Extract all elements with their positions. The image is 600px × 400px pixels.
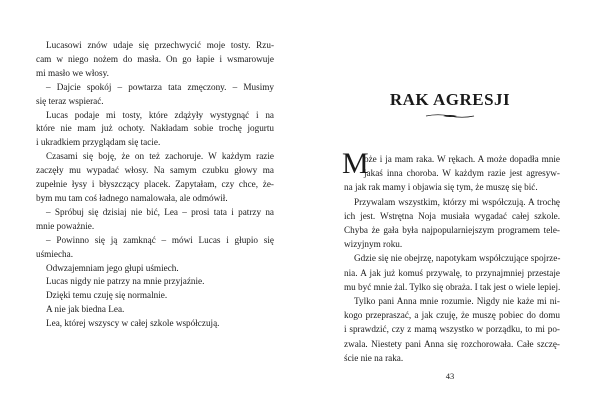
text-line: oże i ja mam raka. W rękach. A może dopadła mnie [364, 154, 560, 164]
text-line: się teraz wspierać. [36, 95, 104, 106]
text-line: – Dajcie spokój – powtarza tata zmęczony. – Musimy [46, 81, 274, 92]
text-line: Lea, której wszyscy w całej szkole współczują. [46, 318, 220, 329]
text-line: na jak rak mamy i objawia się tym, że muszę się bić. [344, 182, 538, 193]
text-line: Czasami się boję, że on też zachoruje. W każdym razie [46, 151, 274, 162]
text-line: mi masło we włosy. [36, 67, 109, 78]
text-line: Lucas podaje mi tosty, które zdążyły wystygnąć i na [46, 109, 274, 120]
text-line: Gdzie się nie obejrzę, napotykam współczujące spojrze- [354, 253, 561, 264]
text-line: które nie mam już ochoty. Nakładam sobie trochę jogurtu [36, 123, 274, 134]
text-line: mnie poważnie. [36, 220, 95, 231]
text-line: i sprawdzić, czy z mamą wszystko w porządku, to mi po- [344, 324, 560, 335]
text-line: jakaś inna choroba. W każdym razie jest agresyw- [364, 168, 560, 179]
text-line: uśmiecha. [36, 248, 73, 259]
text-line: zupełnie łysy i błyszczący placek. Zapytałam, czy chce, że- [36, 179, 274, 190]
right-page-text [342, 147, 561, 365]
text-line: kogo przepraszać, a jak czuję, że muszę pobiec do domu [344, 310, 560, 321]
text-line: Przywalam wszystkim, którzy mi współczują. A trochę [354, 196, 560, 207]
left-page-text [36, 39, 274, 331]
text-line: i ukradkiem przyglądam się tacie. [36, 137, 161, 148]
text-line: – Powinno się ją zamknąć – mówi Lucas i głupio się [46, 234, 274, 245]
drop-cap: M [342, 147, 369, 180]
text-line: – Spróbuj się dzisiaj nie bić, Lea – prosi tata i patrzy na [46, 206, 274, 217]
page-number: 43 [445, 371, 455, 381]
chapter-title: RAK AGRESJI [389, 90, 511, 109]
ornament-flourish-icon [425, 113, 475, 119]
text-line: Dzięki temu czuję się normalnie. [46, 290, 168, 301]
text-line: Tylko pani Anna mnie rozumie. Nigdy nie każe mi ni- [354, 296, 560, 307]
text-line: mu być mnie żal. Tylko się obraża. I tak jest o wiele lepiej. [344, 281, 561, 292]
text-line: Odwzajemniam jego głupi uśmiech. [46, 262, 179, 273]
text-line: cam w niego nożem do masła. On go łapie i wsmarowuje [36, 53, 274, 64]
text-line: nia. A jak już komuś przywalę, to przynajmniej przestaje [344, 267, 560, 278]
text-line: bym mu tam coś ładnego namalowała, ale odmówił. [36, 192, 228, 203]
right-page [300, 0, 600, 400]
text-line: zwala. Niestety pani Anna się rozchorowała. Całe szczę- [344, 338, 560, 349]
text-line: Lucasowi znów udaje się przechwycić moje tosty. Rzu- [46, 40, 274, 50]
text-line: zaczęły mu wypadać włosy. Na samym czubku głowy ma [36, 165, 274, 176]
text-line: A nie jak biedna Lea. [46, 304, 125, 315]
text-line: ich jest. Wstrętna Noja musiała wygadać całej szkole. [344, 210, 560, 221]
text-line: wizyjnym roku. [344, 239, 403, 250]
text-line: Lucas nigdy nie patrzy na mnie przyjaźnie. [46, 276, 205, 287]
text-line: Chyba że gała była najpopularniejszym programem tele- [344, 225, 560, 236]
text-line: ście nie na raka. [344, 352, 404, 363]
